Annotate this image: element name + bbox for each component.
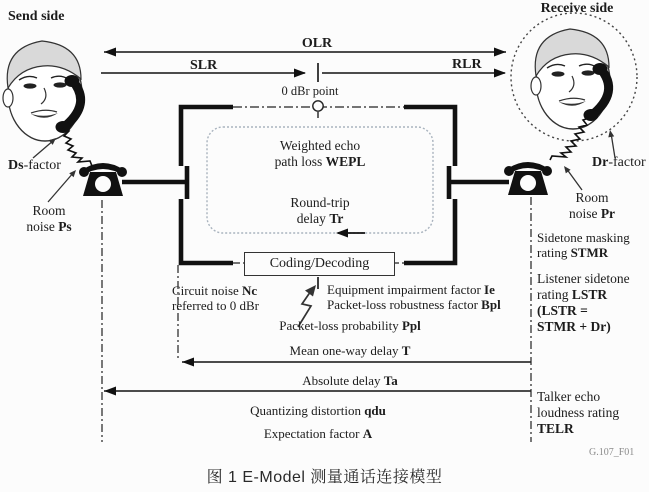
send-phone-icon [79,163,127,196]
receive-face-illustration [531,29,610,129]
send-handset-cord [63,128,92,166]
figure-id-watermark: G.107_F01 [589,447,635,458]
ps-pointer-arrow [48,170,76,202]
circuit-noise-label: Circuit noise Nc referred to 0 dBr [172,283,259,314]
figure-caption: 图 1 E-Model 测量通话连接模型 [206,469,443,486]
stmr-label: Sidetone masking rating STMR [537,230,630,261]
slr-label: SLR [190,58,218,73]
packet-loss-probability-label: Packet-loss probability Ppl [279,318,421,333]
rlr-label: RLR [452,57,482,72]
zero-dbr-point-marker [313,101,323,111]
wepl-label: Weighted echo path loss WEPL [274,138,366,169]
send-side-label: Send side [8,9,65,24]
equipment-impairment-label: Equipment impairment factor Ie Packet-loss robustness factor Bpl [327,282,501,313]
absolute-delay-label: Absolute delay Ta [302,373,398,388]
dr-pointer-arrow [608,130,615,158]
expectation-factor-label: Expectation factor A [263,426,373,441]
ds-factor-label: Ds-factor [8,158,61,173]
receive-phone-icon [504,162,552,195]
send-face-illustration [3,41,82,141]
echo-loop-path [122,107,509,263]
olr-label: OLR [301,36,333,51]
pr-pointer-arrow [564,166,582,190]
lstr-label: Listener sidetone rating LSTR (LSTR = STMR + Dr) [537,271,630,334]
zero-dbr-reference-line [233,101,404,118]
quantizing-distortion-label: Quantizing distortion qdu [250,403,386,418]
telr-label: Talker echo loudness rating TELR [537,389,620,436]
codec-box: Coding/Decoding [244,252,395,276]
receive-side-label: Receive side [540,1,614,16]
room-noise-ps-label: Room noise Ps [26,203,72,234]
dr-factor-label: Dr-factor [592,155,646,170]
round-trip-delay-label: Round-trip delay Tr [290,195,350,226]
echo-loop-direction-arrow [336,229,365,238]
room-noise-pr-label: Room noise Pr [568,190,616,221]
zero-dbr-label: 0 dBr point [281,84,339,98]
mean-delay-arrow [182,358,531,367]
mean-delay-label: Mean one-way delay T [289,343,411,358]
